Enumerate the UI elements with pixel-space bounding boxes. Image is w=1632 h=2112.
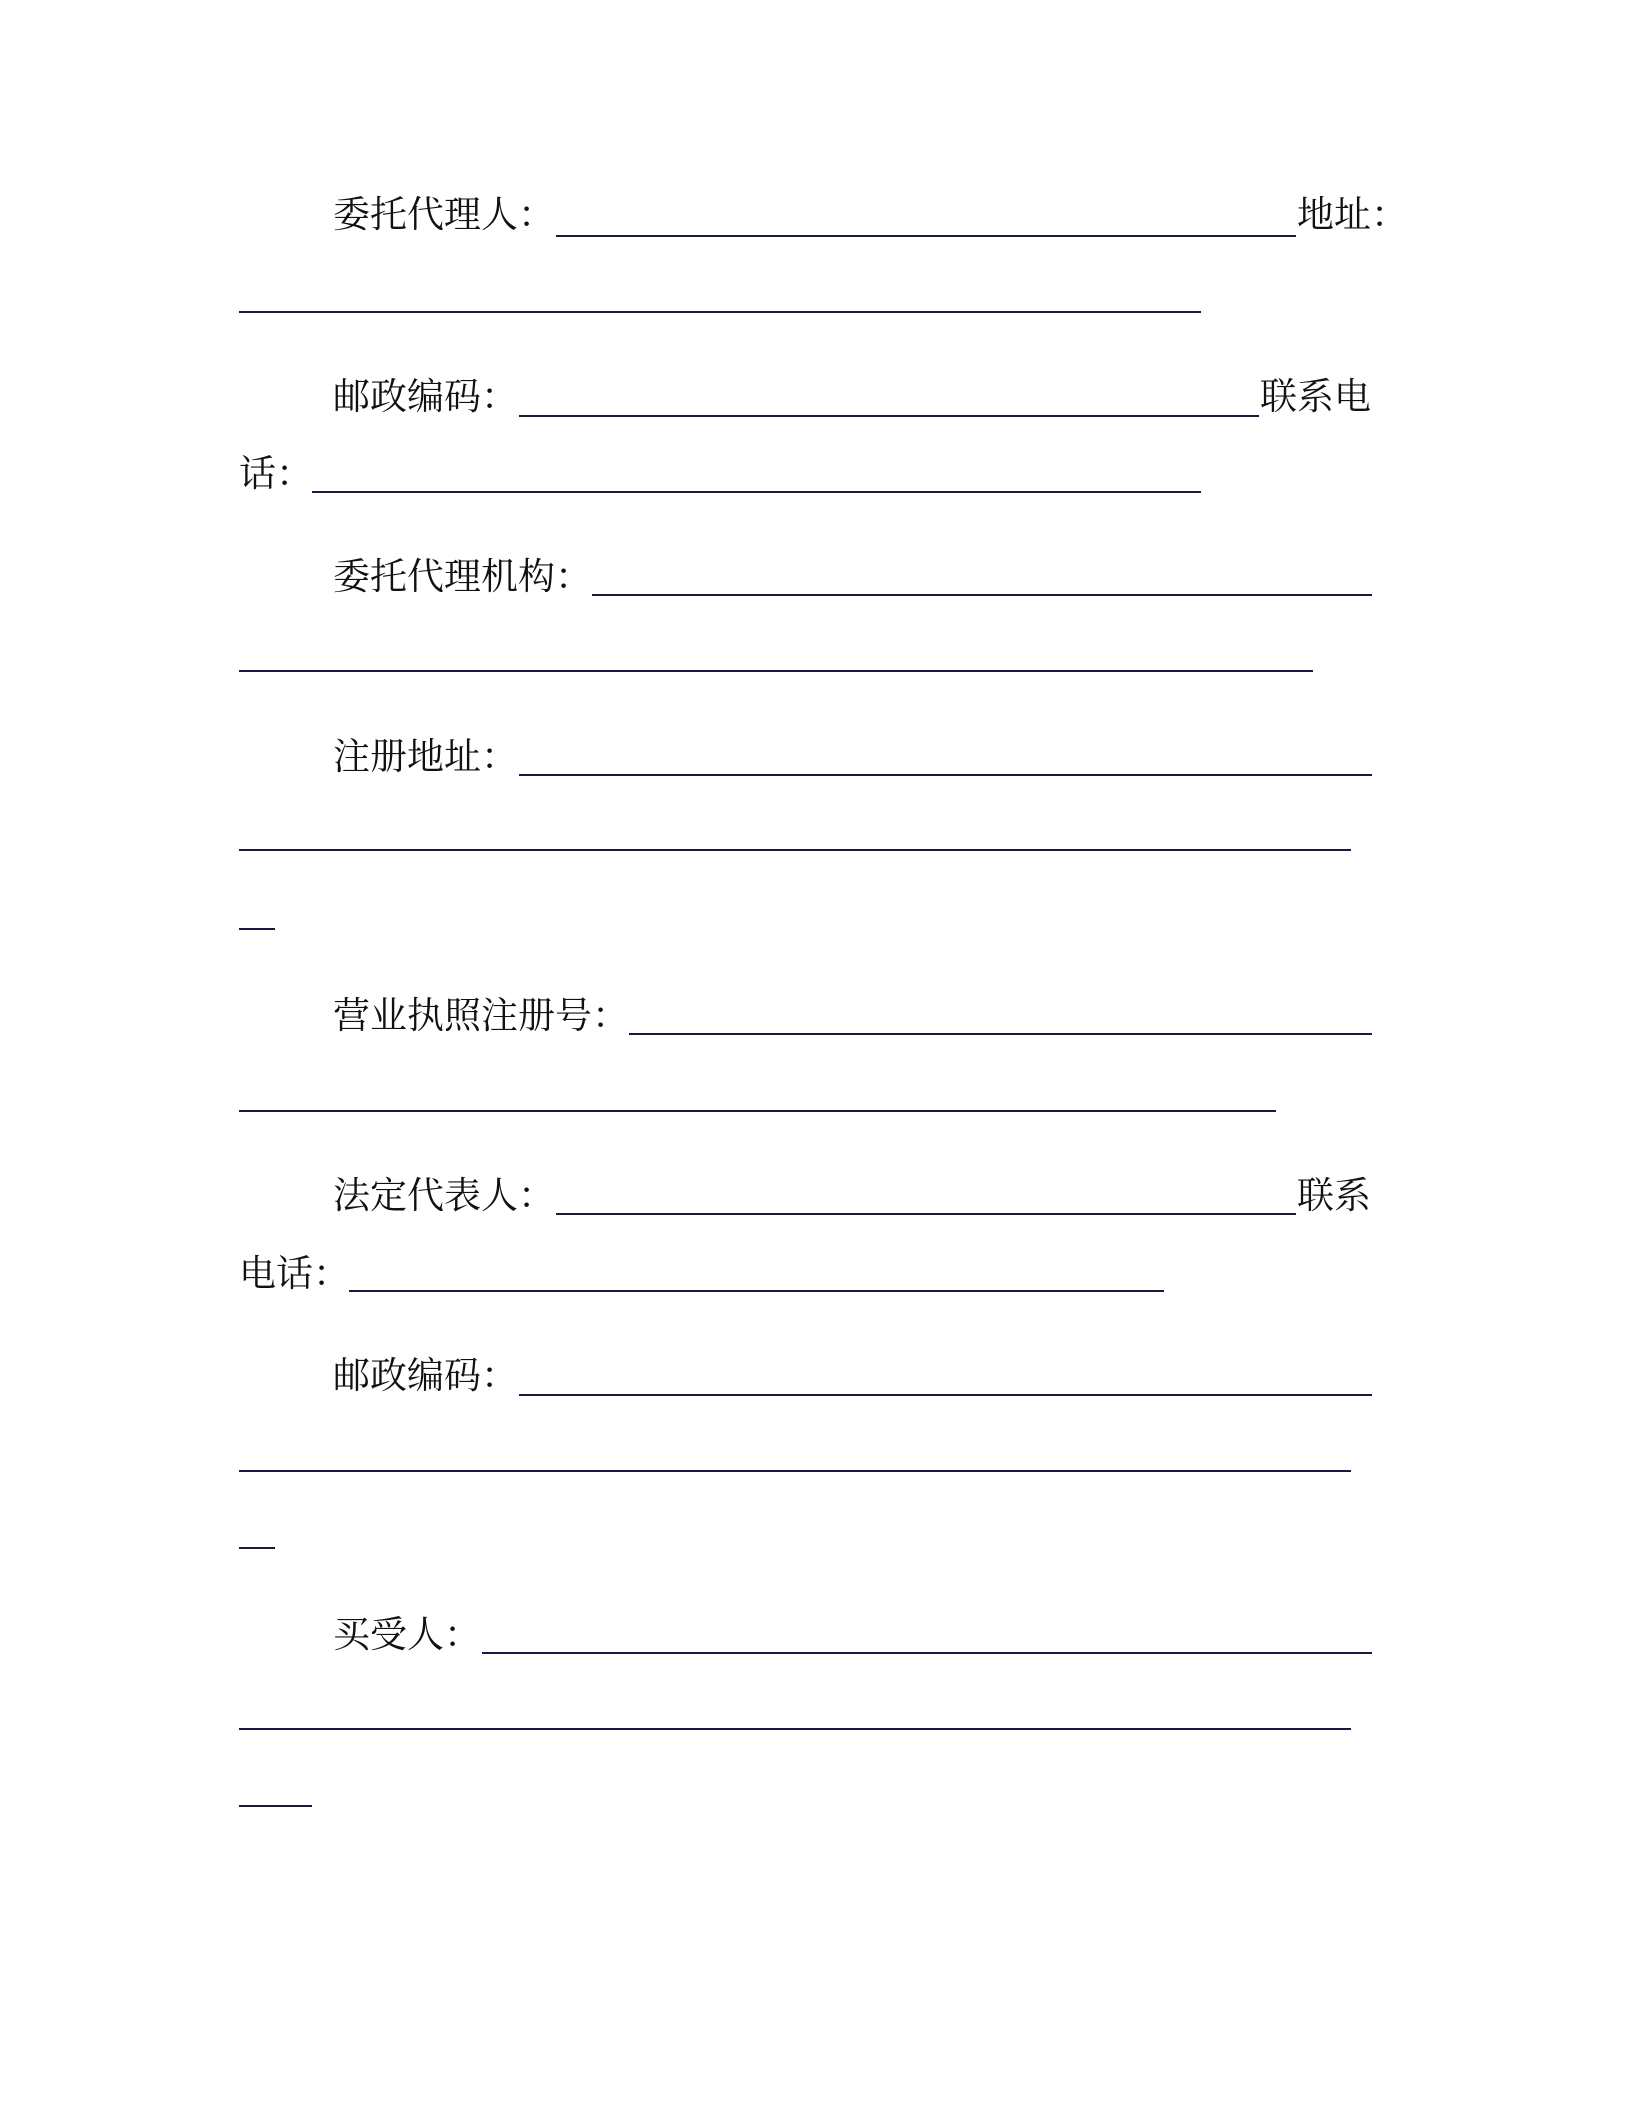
legal-rep-phone-label-part2: 电话： — [239, 1252, 350, 1295]
license-label: 营业执照注册号： — [333, 994, 629, 1037]
address-blank[interactable] — [239, 311, 1201, 313]
phone-blank[interactable] — [312, 491, 1201, 493]
postcode-blank[interactable] — [519, 415, 1259, 417]
legal-rep-phone-blank[interactable] — [349, 1290, 1164, 1292]
address-label: 地址： — [1297, 193, 1408, 236]
legal-rep-label: 法定代表人： — [333, 1174, 555, 1217]
legal-rep-phone-label-part1: 联系 — [1297, 1174, 1371, 1217]
agency-blank-continued[interactable] — [239, 670, 1313, 672]
reg-address-blank-continued[interactable] — [239, 849, 1351, 851]
phone-label-part2: 话： — [239, 452, 313, 495]
reg-address-label: 注册地址： — [333, 735, 518, 778]
buyer-label: 买受人： — [333, 1613, 481, 1656]
postcode-2-blank-continued[interactable] — [239, 1470, 1351, 1472]
phone-label-part1: 联系电 — [1260, 375, 1371, 418]
agent-label: 委托代理人： — [333, 193, 555, 236]
reg-address-blank-tail[interactable] — [239, 928, 275, 930]
buyer-blank-tail[interactable] — [239, 1805, 312, 1807]
postcode-label: 邮政编码： — [333, 375, 518, 418]
buyer-blank[interactable] — [482, 1652, 1372, 1654]
postcode-2-blank-tail[interactable] — [239, 1547, 275, 1549]
license-blank-continued[interactable] — [239, 1110, 1276, 1112]
agency-blank[interactable] — [592, 594, 1372, 596]
agency-label: 委托代理机构： — [333, 555, 592, 598]
license-blank[interactable] — [629, 1033, 1372, 1035]
legal-rep-blank[interactable] — [556, 1213, 1296, 1215]
agent-blank[interactable] — [556, 235, 1296, 237]
reg-address-blank[interactable] — [519, 774, 1372, 776]
postcode-2-label: 邮政编码： — [333, 1354, 518, 1397]
buyer-blank-continued[interactable] — [239, 1728, 1351, 1730]
postcode-2-blank[interactable] — [519, 1394, 1372, 1396]
